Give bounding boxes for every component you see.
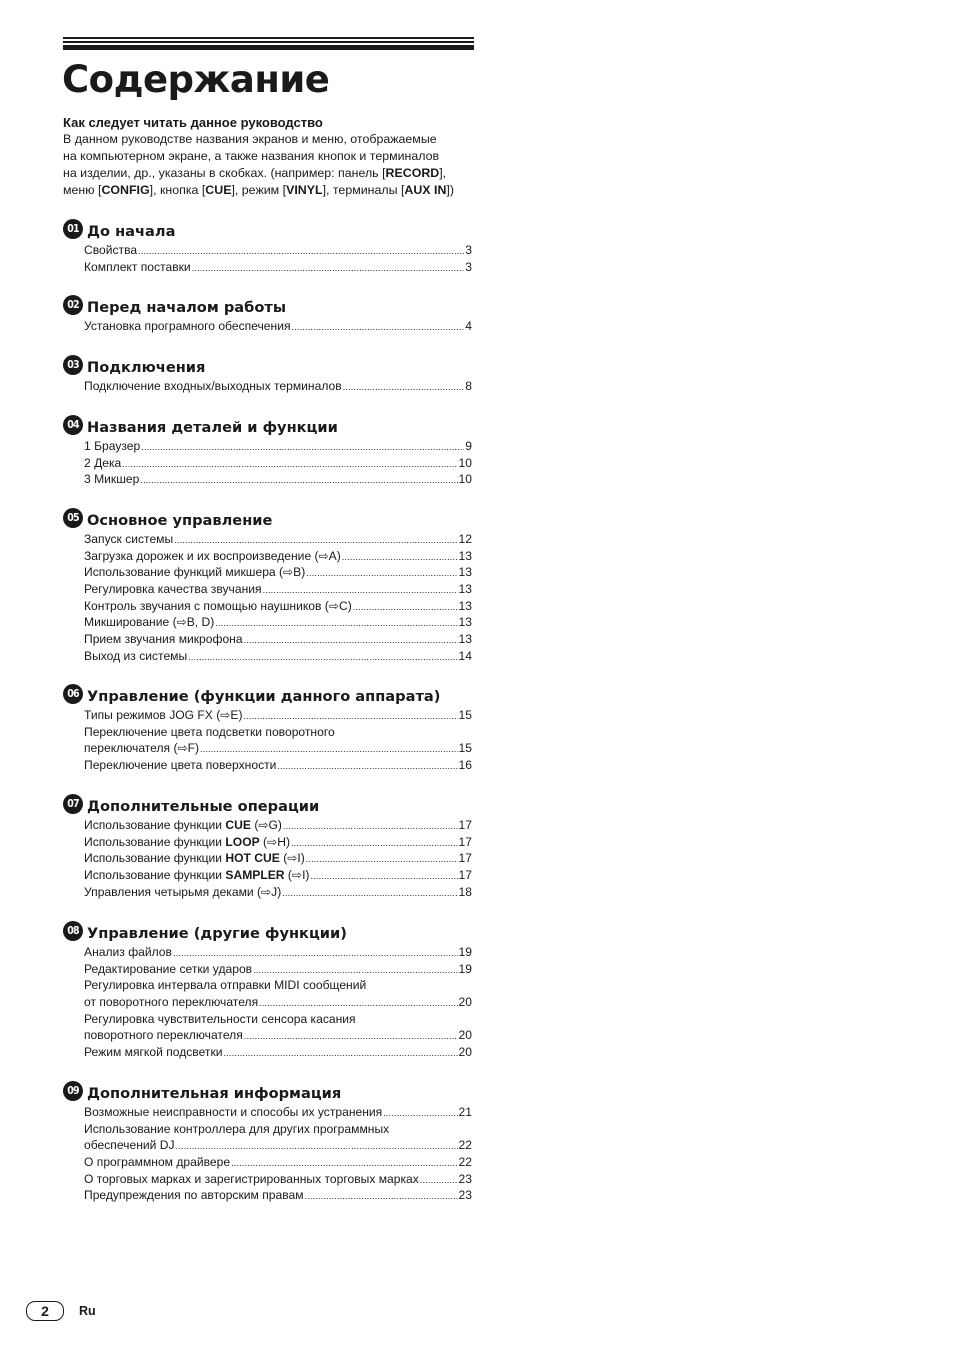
how-to-read-heading: Как следует читать данное руководство — [63, 115, 323, 130]
dot-leader — [263, 582, 458, 598]
toc-entry-text: 3 Микшер — [84, 472, 140, 487]
toc-entry[interactable] — [84, 884, 472, 901]
toc-entry-text: Переключение цвета подсветки поворотного — [84, 724, 335, 739]
dot-leader — [224, 1045, 458, 1061]
chapter-title: Подключения — [87, 359, 206, 376]
toc-section-07 — [63, 797, 483, 900]
toc-entry-list — [84, 817, 472, 900]
toc-page-number: 14 — [458, 648, 472, 663]
toc-entry[interactable] — [84, 598, 472, 615]
toc-section-heading[interactable] — [63, 924, 483, 944]
toc-page-number: 10 — [458, 455, 472, 470]
toc-entry-text: О торговых марках и зарегистрированных торговых марках — [84, 1171, 419, 1186]
toc-section-heading[interactable] — [63, 687, 483, 707]
dot-leader — [140, 472, 457, 488]
toc-entry[interactable] — [84, 1187, 472, 1204]
chapter-title: Управление (функции данного аппарата) — [87, 688, 441, 705]
toc-entry-list — [84, 378, 472, 395]
chapter-number-badge: 02 — [63, 295, 83, 315]
toc-entry[interactable] — [84, 724, 472, 741]
dot-leader — [188, 649, 457, 665]
toc-entry-text: О программном драйвере — [84, 1155, 231, 1170]
dot-leader — [305, 1188, 458, 1204]
toc-entry[interactable] — [84, 1171, 472, 1188]
dot-leader — [383, 1105, 457, 1121]
toc-entry[interactable] — [84, 1011, 472, 1028]
toc-entry[interactable] — [84, 631, 472, 648]
toc-page-number: 18 — [458, 884, 472, 899]
toc-entry[interactable] — [84, 259, 472, 276]
dot-leader — [244, 632, 458, 648]
dot-leader — [192, 260, 465, 276]
chapter-number-badge: 01 — [63, 219, 83, 239]
dot-leader — [174, 532, 457, 548]
toc-page-number: 16 — [458, 758, 472, 773]
toc-page-number: 3 — [465, 259, 472, 274]
toc-entry-text: Контроль звучания с помощью наушников (⇨C) — [84, 598, 352, 613]
dot-leader — [122, 456, 457, 472]
toc-entry-text: Подключение входных/выходных терминалов — [84, 379, 342, 393]
chapter-number-badge: 03 — [63, 355, 83, 375]
dot-leader — [277, 758, 457, 774]
toc-page-number: 23 — [458, 1171, 472, 1186]
how-to-read-line: на изделии, др., указаны в скобках. (например: панель [RECORD], — [63, 166, 447, 180]
toc-page-number: 13 — [458, 615, 472, 630]
chapter-title: Дополнительная информация — [87, 1085, 342, 1102]
toc-entry[interactable] — [84, 961, 472, 978]
toc-entry[interactable] — [84, 1154, 472, 1171]
toc-section-04 — [63, 418, 483, 488]
toc-entry[interactable] — [84, 438, 472, 455]
how-to-read-block — [63, 114, 483, 199]
chapter-title: До начала — [87, 223, 176, 240]
how-to-read-line: на компьютерном экране, а также названия кнопок и терминалов — [63, 149, 440, 163]
dot-leader — [282, 885, 457, 901]
toc-section-heading[interactable] — [63, 298, 483, 318]
toc-entry-text: от поворотного переключателя — [84, 995, 259, 1010]
toc-page-number: 13 — [458, 632, 472, 647]
toc-entry-text: Использование функции CUE (⇨G) — [84, 818, 282, 832]
toc-entry[interactable] — [84, 548, 472, 565]
dot-leader — [244, 708, 458, 724]
chapter-number-badge: 04 — [63, 415, 83, 435]
top-rule-thick — [63, 45, 474, 50]
chapter-number-badge: 05 — [63, 508, 83, 528]
toc-page-number: 22 — [458, 1155, 472, 1170]
toc-entry-text: Режим мягкой подсветки — [84, 1045, 223, 1060]
toc-page-number: 19 — [458, 945, 472, 959]
dot-leader — [244, 1028, 458, 1044]
toc-page-number: 10 — [458, 472, 472, 487]
toc-entry-text: переключателя (⇨F) — [84, 741, 200, 756]
toc-entry-text: Регулировка качества звучания — [84, 582, 262, 597]
chapter-number-badge: 07 — [63, 794, 83, 814]
toc-page-number: 13 — [458, 548, 472, 563]
toc-page-number: 19 — [458, 961, 472, 976]
toc-page-number: 9 — [465, 439, 472, 453]
toc-page-number: 3 — [465, 243, 472, 257]
toc-section-heading[interactable] — [63, 222, 483, 242]
toc-page-number: 12 — [458, 532, 472, 546]
toc-entry-text: обеспечений DJ — [84, 1138, 175, 1153]
dot-leader — [306, 851, 458, 867]
chapter-title: Основное управление — [87, 512, 273, 529]
chapter-number-badge: 08 — [63, 921, 83, 941]
toc-page-number: 17 — [458, 851, 472, 866]
toc-entry-text: Прием звучания микрофона — [84, 632, 243, 647]
toc-section-09 — [63, 1084, 483, 1204]
toc-entry-text: Установка програмного обеспечения — [84, 319, 291, 333]
chapter-number-badge: 06 — [63, 684, 83, 704]
toc-entry-text: Использование контроллера для других программных — [84, 1121, 390, 1136]
chapter-number-badge: 09 — [63, 1081, 83, 1101]
toc-page-number: 20 — [458, 1045, 472, 1060]
toc-section-heading[interactable] — [63, 358, 483, 378]
language-code: Ru — [79, 1304, 96, 1318]
toc-entry-text: поворотного переключателя — [84, 1028, 243, 1043]
toc-entry-text: Микширование (⇨B, D) — [84, 615, 215, 630]
toc-section-heading[interactable] — [63, 797, 483, 817]
toc-entry[interactable] — [84, 1027, 472, 1044]
page-title: Содержание — [62, 58, 330, 101]
toc-entry[interactable] — [84, 994, 472, 1011]
dot-leader — [342, 549, 458, 565]
toc-entry[interactable] — [84, 564, 472, 581]
toc-entry[interactable] — [84, 944, 472, 961]
toc-section-03 — [63, 358, 483, 395]
toc-entry[interactable] — [84, 707, 472, 724]
dot-leader — [259, 995, 457, 1011]
dot-leader — [283, 818, 458, 834]
toc-entry-list — [84, 438, 472, 488]
toc-entry[interactable] — [84, 648, 472, 665]
toc-entry-text: Управления четырьмя деками (⇨J) — [84, 884, 282, 899]
toc-entry[interactable] — [84, 531, 472, 548]
toc-section-heading[interactable] — [63, 418, 483, 438]
toc-entry-text: Переключение цвета поверхности — [84, 758, 277, 773]
toc-entry[interactable] — [84, 977, 472, 994]
dot-leader — [253, 962, 457, 978]
dot-leader — [310, 868, 457, 884]
toc-page-number: 4 — [465, 319, 472, 333]
toc-page-number: 23 — [458, 1188, 472, 1203]
toc-page-number: 15 — [458, 708, 472, 722]
dot-leader — [173, 945, 458, 961]
toc-entry[interactable] — [84, 1104, 472, 1121]
dot-leader — [200, 741, 458, 757]
toc-entry-list — [84, 1104, 472, 1204]
dot-leader — [291, 835, 458, 851]
toc-section-06 — [63, 687, 483, 774]
toc-page-number: 8 — [465, 379, 472, 393]
toc-entry-text: 2 Дека — [84, 455, 122, 470]
toc-page-number: 13 — [458, 598, 472, 613]
toc-page-number: 22 — [458, 1138, 472, 1153]
how-to-read-text — [63, 131, 483, 199]
dot-leader — [231, 1155, 457, 1171]
toc-entry-text: 1 Браузер — [84, 439, 141, 453]
toc-entry[interactable] — [84, 850, 472, 867]
toc-entry-text: Запуск системы — [84, 532, 174, 546]
toc-entry[interactable] — [84, 378, 472, 395]
toc-entry[interactable] — [84, 581, 472, 598]
toc-section-08 — [63, 924, 483, 1061]
dot-leader — [343, 379, 465, 395]
toc-section-heading[interactable] — [63, 1084, 483, 1104]
toc-entry-text: Использование функции SAMPLER (⇨I) — [84, 868, 310, 883]
toc-entry[interactable] — [84, 740, 472, 757]
toc-entry[interactable] — [84, 757, 472, 774]
toc-entry-text: Использование функции LOOP (⇨H) — [84, 834, 290, 849]
toc-page-number: 17 — [458, 834, 472, 849]
toc-section-01 — [63, 222, 483, 275]
chapter-title: Названия деталей и функции — [87, 419, 338, 436]
toc-entry[interactable] — [84, 471, 472, 488]
chapter-title: Перед началом работы — [87, 299, 287, 316]
dot-leader — [141, 439, 464, 455]
toc-entry-list — [84, 318, 472, 335]
toc-entry[interactable] — [84, 867, 472, 884]
dot-leader — [138, 243, 464, 259]
toc-entry[interactable] — [84, 817, 472, 834]
how-to-read-line: В данном руководстве названия экранов и меню, отображаемые — [63, 132, 437, 146]
toc-section-05 — [63, 511, 483, 665]
toc-entry-text: Комплект поставки — [84, 259, 191, 274]
toc-entry-text: Анализ файлов — [84, 945, 172, 959]
toc-entry-text: Использование функции HOT CUE (⇨I) — [84, 851, 305, 866]
toc-entry[interactable] — [84, 1121, 472, 1138]
toc-entry[interactable] — [84, 834, 472, 851]
toc-page-number: 17 — [458, 868, 472, 883]
how-to-read-line: меню [CONFIG], кнопка [CUE], режим [VINYL], терминалы [AUX IN]) — [63, 183, 454, 197]
toc-entry-list — [84, 707, 472, 774]
toc-entry-text: Предупреждения по авторским правам — [84, 1188, 304, 1203]
toc-entry[interactable] — [84, 614, 472, 631]
toc-entry-list — [84, 944, 472, 1061]
toc-page-number: 21 — [458, 1105, 472, 1119]
top-rule-thin-2 — [63, 41, 474, 43]
toc-entry-text: Возможные неисправности и способы их устранения — [84, 1105, 383, 1119]
chapter-title: Дополнительные операции — [87, 798, 320, 815]
toc-entry[interactable] — [84, 455, 472, 472]
toc-entry-text: Загрузка дорожек и их воспроизведение (⇨A) — [84, 548, 341, 563]
toc-entry[interactable] — [84, 1137, 472, 1154]
toc-page-number: 20 — [458, 995, 472, 1010]
dot-leader — [353, 599, 458, 615]
toc-entry-text: Редактирование сетки ударов — [84, 961, 253, 976]
toc-page-number: 13 — [458, 565, 472, 580]
page-number: 2 — [26, 1301, 64, 1321]
chapter-title: Управление (другие функции) — [87, 925, 347, 942]
top-rule-thin-1 — [63, 37, 474, 39]
toc-entry-text: Регулировка чувствительности сенсора касания — [84, 1011, 356, 1026]
toc-entry-text: Свойства — [84, 243, 138, 257]
toc-entry[interactable] — [84, 318, 472, 335]
toc-page-number: 13 — [458, 582, 472, 597]
toc-entry-text: Выход из системы — [84, 648, 188, 663]
toc-entry-text: Типы режимов JOG FX (⇨E) — [84, 708, 243, 722]
toc-section-heading[interactable] — [63, 511, 483, 531]
toc-entry-text: Использование функций микшера (⇨B) — [84, 565, 306, 580]
dot-leader — [215, 615, 457, 631]
toc-section-02 — [63, 298, 483, 335]
toc-entry-list — [84, 531, 472, 665]
toc-entry-list — [84, 242, 472, 275]
toc-entry-text: Регулировка интервала отправки MIDI сообщений — [84, 978, 367, 993]
toc-page-number: 15 — [458, 741, 472, 756]
toc-page-number: 17 — [458, 818, 472, 832]
toc-entry[interactable] — [84, 1044, 472, 1061]
dot-leader — [306, 565, 457, 581]
toc-entry[interactable] — [84, 242, 472, 259]
dot-leader — [176, 1138, 458, 1154]
dot-leader — [420, 1172, 458, 1188]
toc-page-number: 20 — [458, 1028, 472, 1043]
dot-leader — [292, 319, 465, 335]
